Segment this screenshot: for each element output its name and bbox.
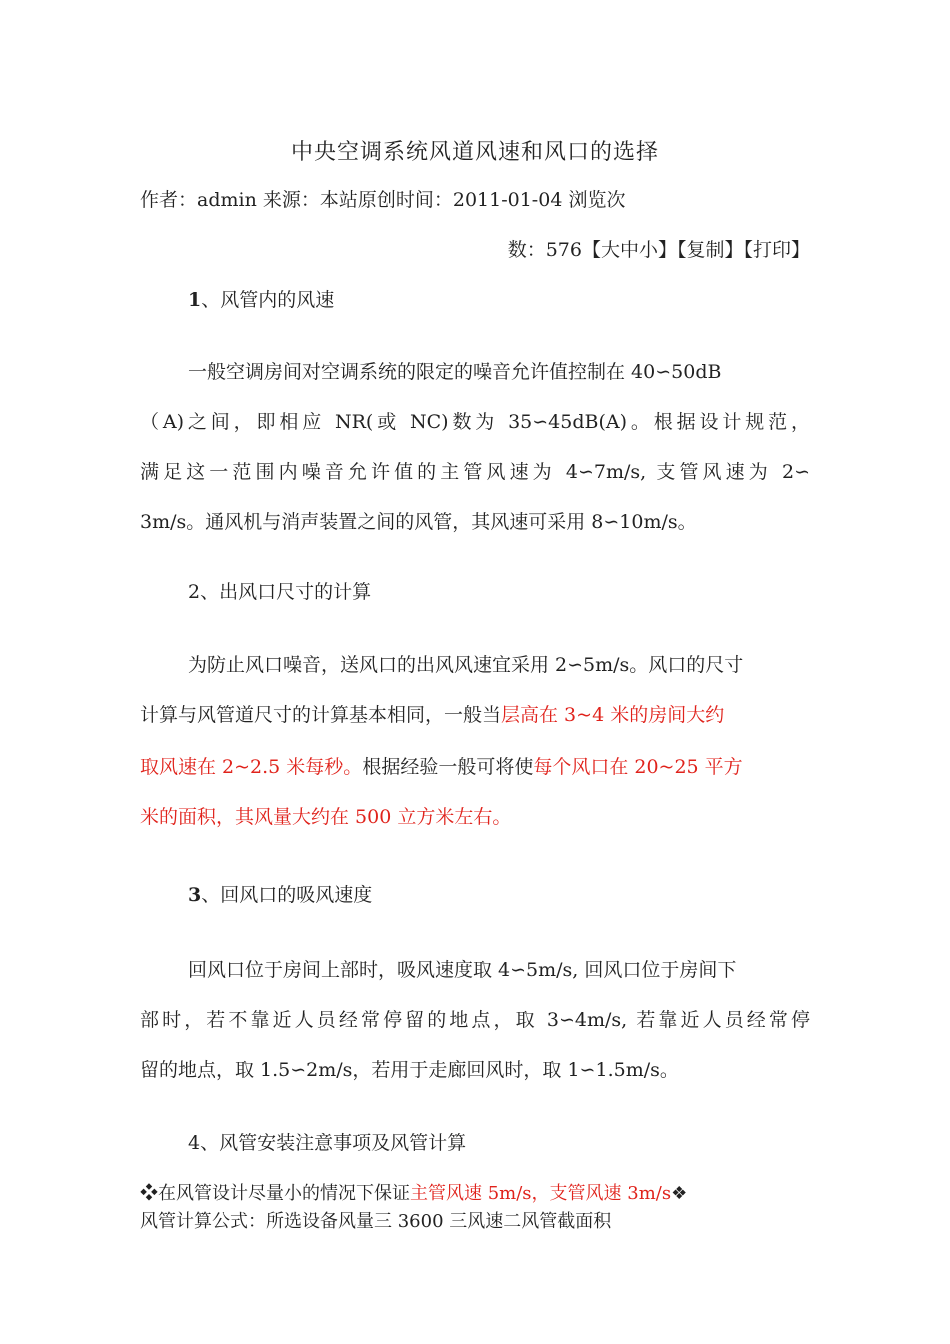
section-1-heading [188, 285, 858, 315]
section-3-title: 、回风口的吸风速度 [201, 884, 373, 906]
section-4-bullet-highlight: 主管风速 5m/s，支管风速 3m/s [410, 1183, 672, 1204]
section-4-bullet-prefix: ❖在风管设计尽量小的情况下保证 [140, 1183, 410, 1204]
section-4-formula-line: 风管计算公式：所选设备风量三 3600 三风速二风管截面积 [140, 1211, 612, 1232]
article-meta-line1: 作者：admin 来源：本站原创时间：2011-01-04 浏览次 [140, 189, 626, 211]
section-4-heading: 4、风管安装注意事项及风管计算 [188, 1132, 467, 1154]
section-3-paragraph-line-1: 回风口位于房间上部时，吸风速度取 4∽5m/s, 回风口位于房间下 [188, 959, 737, 981]
section-2-paragraph-line-4: 米的面积，其风量大约在 500 立方米左右。 [140, 806, 512, 828]
section-2-line-2-text: 计算与风管道尺寸的计算基本相同，一般当 [140, 704, 502, 726]
section-1-number: 1 [188, 289, 202, 311]
section-3-heading [188, 880, 858, 910]
section-2-highlight-2: 取风速在 2~2.5 米每秒。 [140, 756, 363, 778]
section-1-paragraph-line-1: 一般空调房间对空调系统的限定的噪音允许值控制在 40∽50dB [188, 361, 722, 383]
section-2-paragraph-line-1: 为防止风口噪音，送风口的出风风速宜采用 2∽5m/s。风口的尺寸 [188, 654, 744, 676]
view-count: 数：576 [507, 239, 582, 261]
section-2-heading: 2、出风口尺寸的计算 [188, 581, 372, 603]
section-1-paragraph-line-4: 3m/s。通风机与消声装置之间的风管，其风速可采用 8∽10m/s。 [140, 511, 697, 533]
page-title: 中央空调系统风道风速和风口的选择 [290, 140, 659, 165]
article-meta-line2 [140, 235, 810, 265]
section-2-highlight-1: 层高在 3~4 米的房间大约 [501, 704, 725, 726]
section-1-paragraph-line-2: （A)之间，即相应 NR(或 NC)数为 35∽45dB(A)。根据设计规范， [140, 411, 810, 433]
section-1-paragraph-line-3: 满足这一范围内噪音允许值的主管风速为 4∽7m/s, 支管风速为 2∽ [140, 461, 810, 483]
print-link[interactable]: 【打印】 [743, 239, 810, 261]
section-2-paragraph-line-2 [140, 700, 810, 730]
font-size-link[interactable]: 【大中小】 [581, 239, 677, 261]
section-2-paragraph-line-3 [140, 752, 810, 782]
section-3-paragraph-line-2: 部时，若不靠近人员经常停留的地点，取 3∽4m/s, 若靠近人员经常停 [140, 1009, 810, 1031]
section-3-number: 3 [188, 884, 202, 906]
section-4-bullet-line [140, 1180, 810, 1208]
section-4-bullet-suffix: ❖ [671, 1183, 688, 1204]
section-3-paragraph-line-3: 留的地点，取 1.5∽2m/s，若用于走廊回风时，取 1∽1.5m/s。 [140, 1059, 679, 1081]
section-1-title: 、风管内的风速 [201, 289, 335, 311]
copy-link[interactable]: 【复制】 [676, 239, 744, 261]
section-2-highlight-3: 每个风口在 20~25 平方 [533, 756, 743, 778]
section-2-line-3-text: 根据经验一般可将使 [362, 756, 534, 778]
